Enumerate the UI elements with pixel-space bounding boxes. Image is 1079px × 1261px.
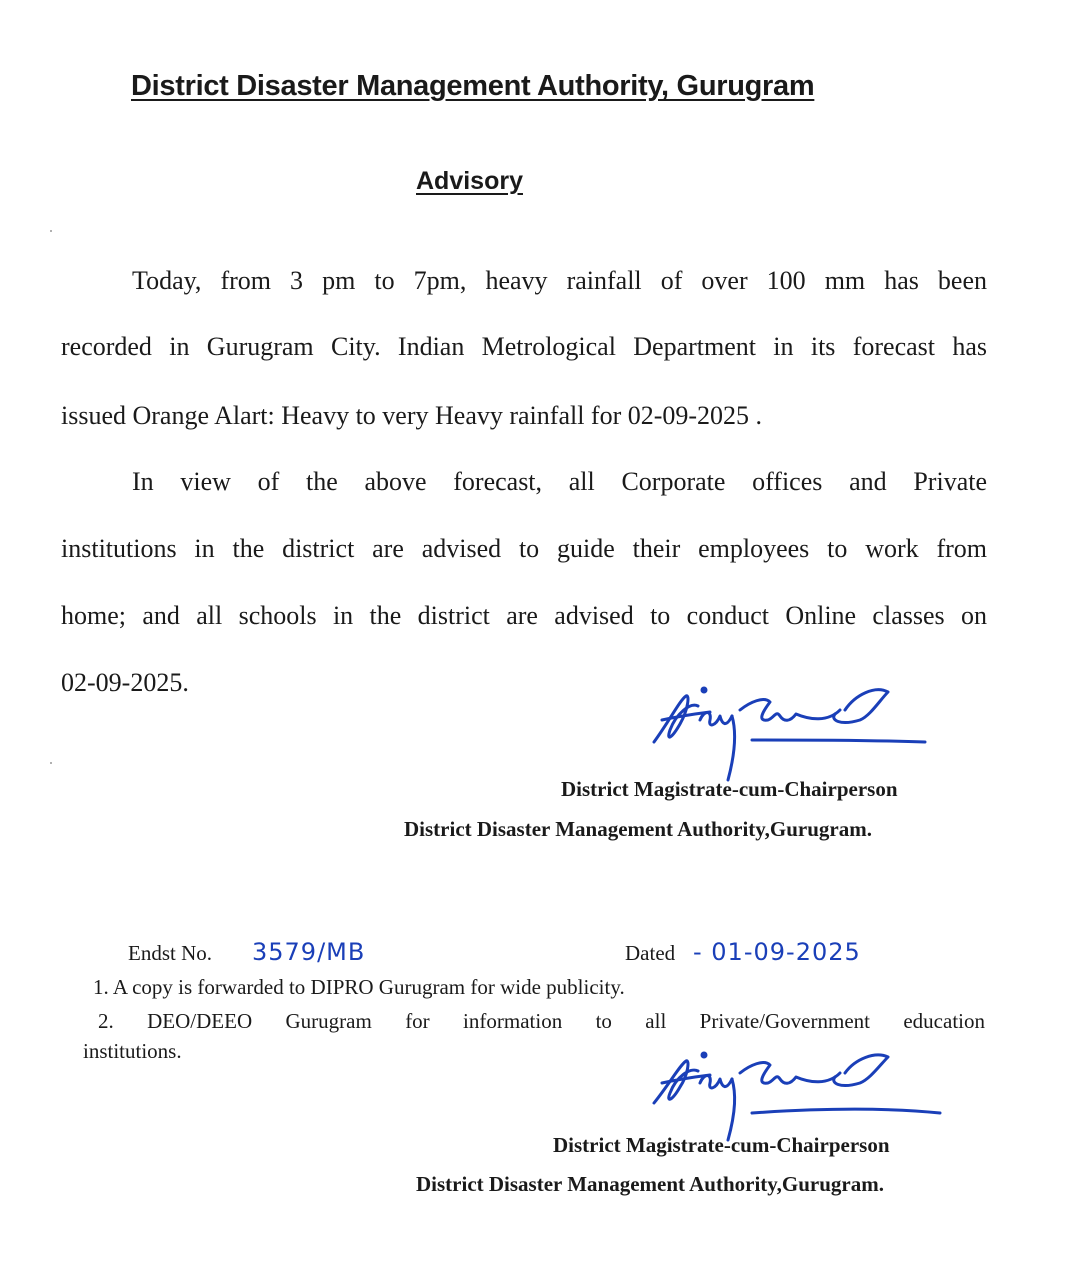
paragraph2-line1: In view of the above forecast, all Corporate offices and Private: [132, 467, 987, 496]
scan-speck: [50, 230, 52, 232]
signature-icon: [640, 680, 930, 790]
signatory2-designation: District Magistrate-cum-Chairperson: [553, 1133, 890, 1157]
scan-speck: [50, 762, 52, 764]
signatory2-organization: District Disaster Management Authority,Gurugram.: [416, 1172, 884, 1196]
signatory-organization: District Disaster Management Authority,Gurugram.: [404, 817, 872, 841]
signature-icon: [640, 1045, 950, 1145]
endorsement-item-1: 1. A copy is forwarded to DIPRO Gurugram for wide publicity.: [93, 975, 625, 999]
document-title: District Disaster Management Authority, Gurugram: [131, 70, 815, 102]
paragraph2-line3: home; and all schools in the district are advised to conduct Online classes on: [61, 601, 987, 630]
signatory-designation: District Magistrate-cum-Chairperson: [561, 777, 898, 801]
paragraph1-line1: Today, from 3 pm to 7pm, heavy rainfall of over 100 mm has been: [132, 266, 987, 295]
endst-number: 3579/MB: [252, 938, 366, 966]
endorsement-item-2: 2. DEO/DEEO Gurugram for information to all Private/Government education: [98, 1009, 985, 1033]
dated-value: - 01-09-2025: [693, 938, 861, 966]
endorsement-item-2-cont: institutions.: [83, 1039, 182, 1063]
document-heading: Advisory: [416, 167, 523, 195]
paragraph1-line2: recorded in Gurugram City. Indian Metrological Department in its forecast has: [61, 332, 987, 361]
dated-label: Dated: [625, 941, 676, 965]
endst-label: Endst No.: [128, 941, 212, 965]
paragraph1-line3: issued Orange Alart: Heavy to very Heavy rainfall for 02-09-2025 .: [61, 401, 763, 430]
paragraph2-line2: institutions in the district are advised to guide their employees to work from: [61, 534, 987, 563]
paragraph2-line4: 02-09-2025.: [61, 668, 189, 697]
